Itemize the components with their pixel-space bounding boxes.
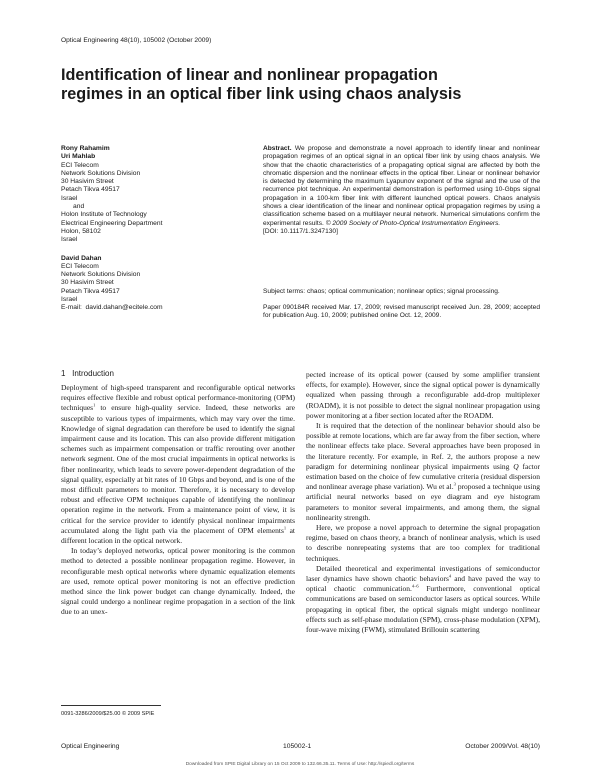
paragraph: In today’s deployed networks, optical power monitoring is the common method to detected a possible nonlinear propagation regime. However, in reconfigurable mesh optical networks where dynamic equalization elements are used, remote optical power monitoring is not an effective prediction method since the link power budget can change dynamically. Indeed, the signal could undergo a nonlinear regime propagation in a section of the link due to an unex- xyxy=(61,546,295,617)
journal-header: Optical Engineering 48(10), 105002 (October 2009) xyxy=(61,37,212,44)
citation[interactable]: 4 xyxy=(448,573,452,579)
affiliation-and: and xyxy=(73,203,85,211)
citation[interactable]: 1 xyxy=(93,402,96,408)
paper-title: Identification of linear and nonlinear propagation regimes in an optical fiber link using chaos analysis xyxy=(61,66,462,103)
affiliation-line: Electrical Engineering Department xyxy=(61,219,163,227)
affiliation-line: Israel xyxy=(61,296,78,304)
section-title: Introduction xyxy=(72,369,114,378)
footer-issue: October 2009/Vol. 48(10) xyxy=(465,743,540,750)
affiliation-line: Petach Tikva 49517 xyxy=(61,186,120,194)
subject-terms: Subject terms: chaos; optical communication; nonlinear optics; signal processing. xyxy=(263,288,500,295)
affiliation-line: ECI Telecom xyxy=(61,161,99,169)
body-column-right xyxy=(306,370,540,635)
citation[interactable]: 3 xyxy=(453,481,456,487)
email-label: E-mail: xyxy=(61,304,82,312)
paper-history: Paper 090184R received Mar. 17, 2009; revised manuscript received Jun. 28, 2009; accepted for publication Aug. 10, 2009; published online Oct. 12, 2009. xyxy=(263,304,540,320)
affiliation-line: Israel xyxy=(61,236,78,244)
section-number: 1 xyxy=(61,369,66,378)
paragraph: It is required that the detection of the nonlinear behavior should also be possible at remote locations, which are far away from the fiber section, where the nonlinear effects take place. Several approaches have been proposed in the literature recently. For example, in Ref. 2, the authors propose a new paradigm for determining nonlinear physical impairments using Q factor estimation based on the choice of few cumulative criteria (residual dispersion and nonlinear average phase variation). Wu et al.$^3$ proposed a technique using artificial neural networks based on eye diagram and eye histogram parameters to monitor several impairments, and among them, the signal nonlinearity strength. xyxy=(306,421,541,522)
footnote: 0091-3286/2009/$25.00 © 2009 SPIE xyxy=(61,711,155,717)
affiliation-line: Network Solutions Division xyxy=(61,271,141,279)
section-heading xyxy=(61,369,114,378)
affiliation-line: Israel xyxy=(61,194,78,202)
abstract xyxy=(263,145,540,236)
email-link[interactable]: david.dahan@ecitele.com xyxy=(85,304,163,312)
affiliation-line: Network Solutions Division xyxy=(61,169,141,177)
affiliation-line: Holon, 58102 xyxy=(61,227,101,235)
download-notice: Downloaded from SPIE Digital Library on 15 Oct 2009 to 132.66.35.11. Terms of Use: http://spiedl.org/terms xyxy=(185,762,415,767)
affiliation-line: 30 Hasivim Street xyxy=(61,279,114,287)
abstract-text: We propose and demonstrate a novel approach to identify linear and nonlinear propagation regimes of an optical signal in an optical fiber link by using chaos analysis. We show that the chaotic characteristics of a propagating optical signal are affected by both the chromatic dispersion and the nonlinear effects in the optical fiber. Linear or nonlinear behavior is detected by determining the maximum Lyapunov exponent of the signal and the use of the recurrence plot technique. An experimental demonstration is performed using 10-Gbps signal propagation in a 100-km fiber link with different launched optical powers. Chaos analysis shows a clear identification of the linear and nonlinear optical propagation regimes by using a classification scheme based on a multilayer neural network. Numerical simulations confirm the experimental results. xyxy=(263,145,540,227)
footer-page-number: 105002-1 xyxy=(283,743,312,750)
citation[interactable]: 1 xyxy=(283,525,287,531)
email-line xyxy=(61,304,261,312)
paragraph: Deployment of high-speed transparent and reconfigurable optical networks requires effective flexible and robust optical performance-monitoring (OPM) techniques$^1$ to ensure high-quality service. Indeed, these networks are susceptible to various types of impairments, which may vary over the time. Knowledge of signal degradation can therefore be used to identify the signal impairment cause and its location. This can also provide different mitigation schemes such as impairment compensation or traffic rerouting over another network segment. One of the most crucial impairments in optical networks is fiber nonlinearity, which leads to severe power-dependent degradation of the signal quality, especially at bit rates of 10 Gbps and beyond, and is one of the most difficult parameters to monitor. Therefore, it is necessary to develop robust and effective OPM techniques capable of identifying the nonlinear operation regime in the network. From a maintenance point of view, it is critical for the service provider to identify physical nonlinear impairments accumulated along the light path via the placement of OPM elements$^1$ at different location in the optical network. xyxy=(61,383,295,546)
author-name: Uri Mahlab xyxy=(61,153,96,161)
footnote-rule xyxy=(61,705,161,706)
author-name: Rony Rahamim xyxy=(61,145,110,152)
doi-link[interactable]: [DOI: 10.1117/1.3247130] xyxy=(263,227,338,235)
footer-journal: Optical Engineering xyxy=(61,743,120,750)
affiliation-line: ECI Telecom xyxy=(61,262,99,270)
citation[interactable]: 4–6 xyxy=(411,583,419,589)
author-block xyxy=(61,145,261,313)
abstract-label: Abstract. xyxy=(263,145,292,152)
paragraph: Here, we propose a novel approach to determine the signal propagation regime, based on chaos theory, a branch of nonlinear analysis, which is used to describe nonrepeating systems that are too complex for traditional techniques. xyxy=(306,523,540,563)
body-column-left xyxy=(61,383,295,618)
paragraph: Detailed theoretical and experimental investigations of semiconductor laser dynamics have shown chaotic behaviors$^4$ and have paved the way to optical chaotic communication.$^{4-6}$ Furthermore, conventional optical communications are based on semiconductor lasers as optical sources. While propagating in optical fiber, the optical signals might undergo nonlinear effects such as self-phase modulation (SPM), cross-phase modulation (XPM), four-wave mixing (FWM), stimulated Brillouin scattering xyxy=(306,563,541,635)
affiliation-line: Holon Institute of Technology xyxy=(61,211,147,219)
abstract-copyright: © 2009 Society of Photo-Optical Instrumentation Engineers. xyxy=(325,219,501,227)
affiliation-line: 30 Hasivim Street xyxy=(61,178,114,186)
affiliation-line: Petach Tikva 49517 xyxy=(61,287,120,295)
author-name: David Dahan xyxy=(61,254,102,262)
paragraph: pected increase of its optical power (caused by some amplifier transient effects, for example). However, since the signal optical power is dynamically equalized when passing through a reconfigurable add-drop multiplexer (ROADM), it is not possible to detect the signal nonlinear propagation using power monitoring at a fiber section located after the ROADM. xyxy=(306,370,540,420)
